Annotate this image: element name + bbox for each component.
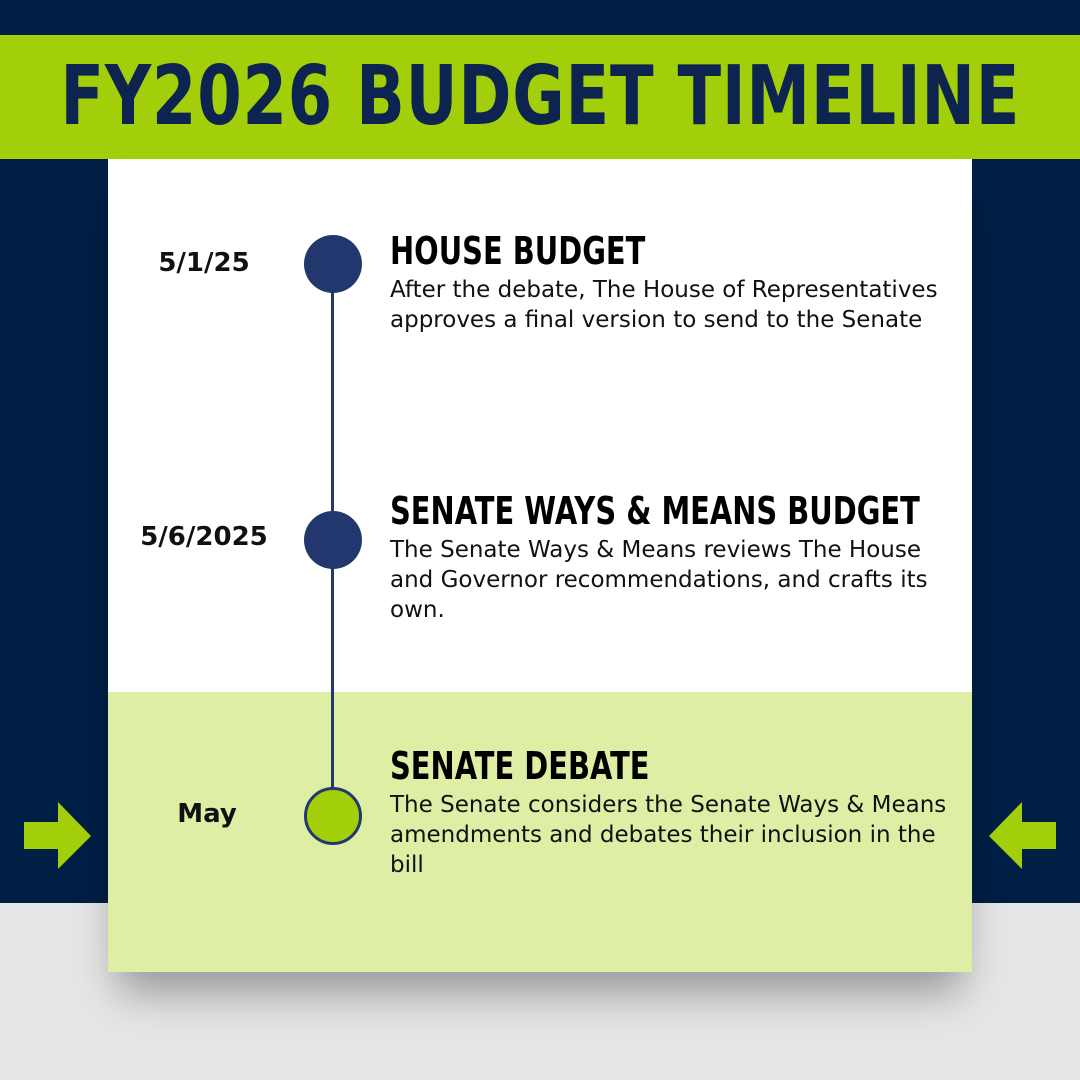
arrow-left-icon <box>988 802 1056 870</box>
timeline-date: 5/1/25 <box>158 248 250 278</box>
timeline-entry <box>390 489 950 625</box>
timeline-entry-description: The Senate Ways & Means reviews The House and Governor recommendations, and crafts its own. <box>390 537 928 623</box>
timeline-marker <box>304 511 362 569</box>
timeline-entry-description: After the debate, The House of Representatives approves a final version to send to the Senate <box>390 277 938 333</box>
timeline-entry-heading: HOUSE BUDGET <box>390 229 646 273</box>
timeline-entry <box>390 229 950 335</box>
timeline-date: 5/6/2025 <box>140 522 268 552</box>
timeline-marker <box>304 235 362 293</box>
timeline-marker-current <box>304 787 362 845</box>
timeline-entry <box>390 744 950 880</box>
timeline-card <box>108 159 972 972</box>
timeline-entry-heading: SENATE DEBATE <box>390 744 650 788</box>
page-title: FY2026 BUDGET TIMELINE <box>60 49 1020 144</box>
timeline-entry-heading: SENATE WAYS & MEANS BUDGET <box>390 489 920 533</box>
timeline-date: May <box>177 799 237 829</box>
title-banner <box>0 35 1080 159</box>
arrow-right-icon <box>24 802 92 870</box>
timeline-entry-description: The Senate considers the Senate Ways & Means amendments and debates their inclusion in the bill <box>390 792 947 878</box>
